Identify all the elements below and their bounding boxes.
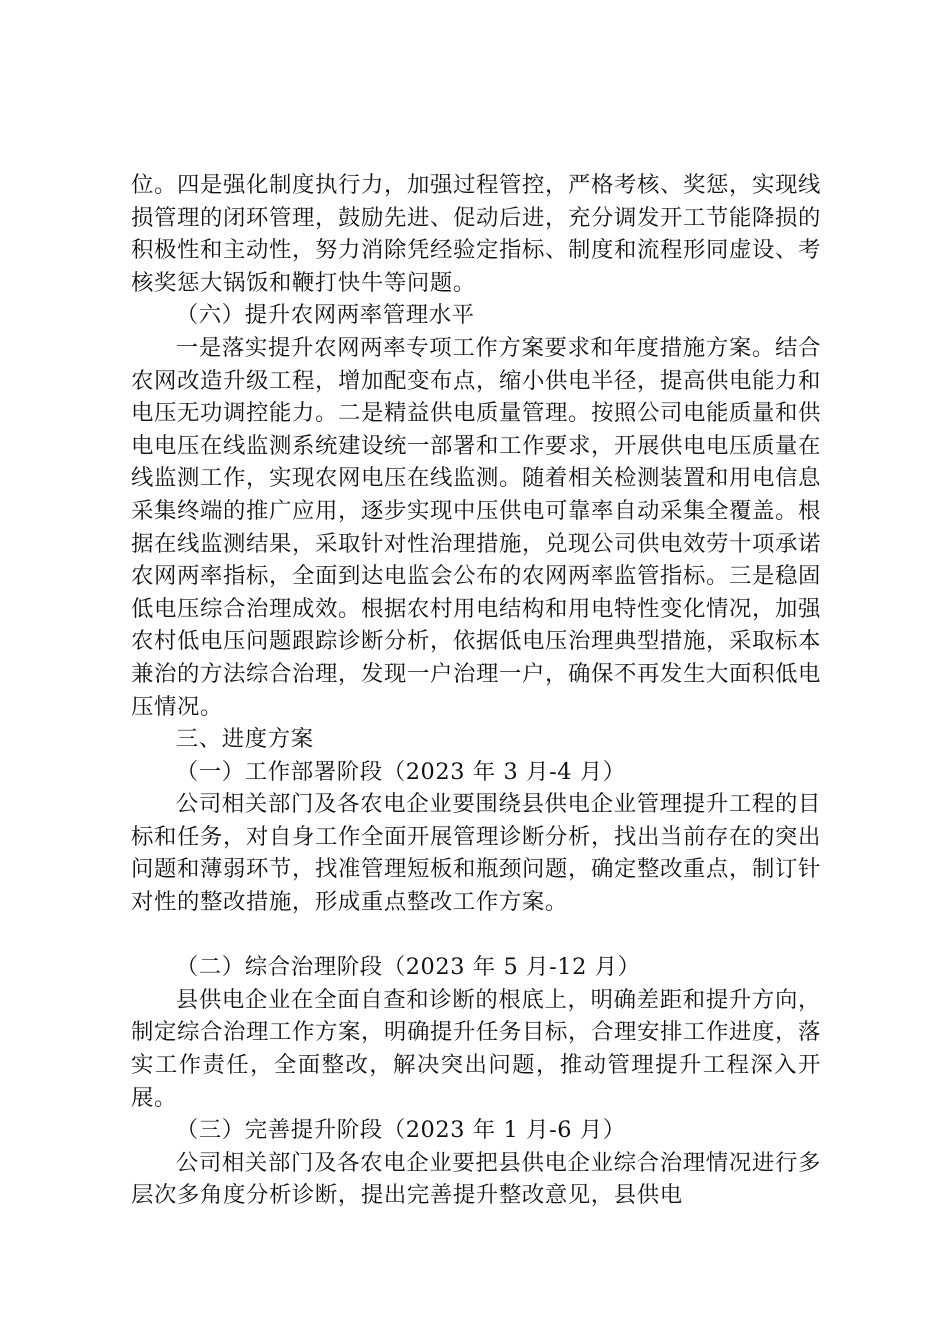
stage-heading-1: （一）工作部署阶段（2023 年 3 月-4 月） (175, 758, 626, 785)
stage-heading-2: （二）综合治理阶段（2023 年 5 月-12 月） (175, 954, 641, 981)
paragraph-stage-1: 公司相关部门及各农电企业要围绕县供电企业管理提升工程的目标和任务，对自身工作全面开展管理诊断分析，找出当前存在的突出问题和薄弱环节，找准管理短板和瓶颈问题，确定整改重点，制订针对性的整改措施，形成重点整改工作方案。 (131, 791, 821, 916)
section-heading-progress-plan: 三、进度方案 (175, 726, 314, 753)
document-body (131, 169, 821, 1212)
section-heading-6: （六）提升农网两率管理水平 (175, 302, 475, 329)
paragraph-rural-grid: 一是落实提升农网两率专项工作方案要求和年度措施方案。结合农网改造升级工程，增加配变布点，缩小供电半径，提高供电能力和电压无功调控能力。二是精益供电质量管理。按照公司电能质量和供电电压在线监测系统建设统一部署和工作要求，开展供电电压质量在线监测工作，实现农网电压在线监测。随着相关检测装置和用电信息采集终端的推广应用，逐步实现中压供电可靠率自动采集全覆盖。根据在线监测结果，采取针对性治理措施，兑现公司供电效劳十项承诺农网两率指标，全面到达电监会公布的农网两率监管指标。三是稳固低电压综合治理成效。根据农村用电结构和用电特性变化情况，加强农村低电压问题跟踪诊断分析，依据低电压治理典型措施，采取标本兼治的方法综合治理，发现一户治理一户，确保不再发生大面积低电压情况。 (131, 334, 821, 720)
paragraph-stage-2: 县供电企业在全面自查和诊断的根底上，明确差距和提升方向，制定综合治理工作方案，明确提升任务目标，合理安排工作进度，落实工作责任，全面整改，解决突出问题，推动管理提升工程深入开展。 (131, 986, 821, 1111)
paragraph-stage-3: 公司相关部门及各农电企业要把县供电企业综合治理情况进行多层次多角度分析诊断，提出完善提升整改意见，县供电 (131, 1149, 821, 1209)
stage-heading-3: （三）完善提升阶段（2023 年 1 月-6 月） (175, 1117, 626, 1144)
paragraph-continuation: 位。四是强化制度执行力，加强过程管控，严格考核、奖惩，实现线损管理的闭环管理，鼓励先进、促动后进，充分调发开工节能降损的积极性和主动性，努力消除凭经验定指标、制度和流程形同虚设、考核奖惩大锅饭和鞭打快牛等问题。 (131, 172, 821, 296)
